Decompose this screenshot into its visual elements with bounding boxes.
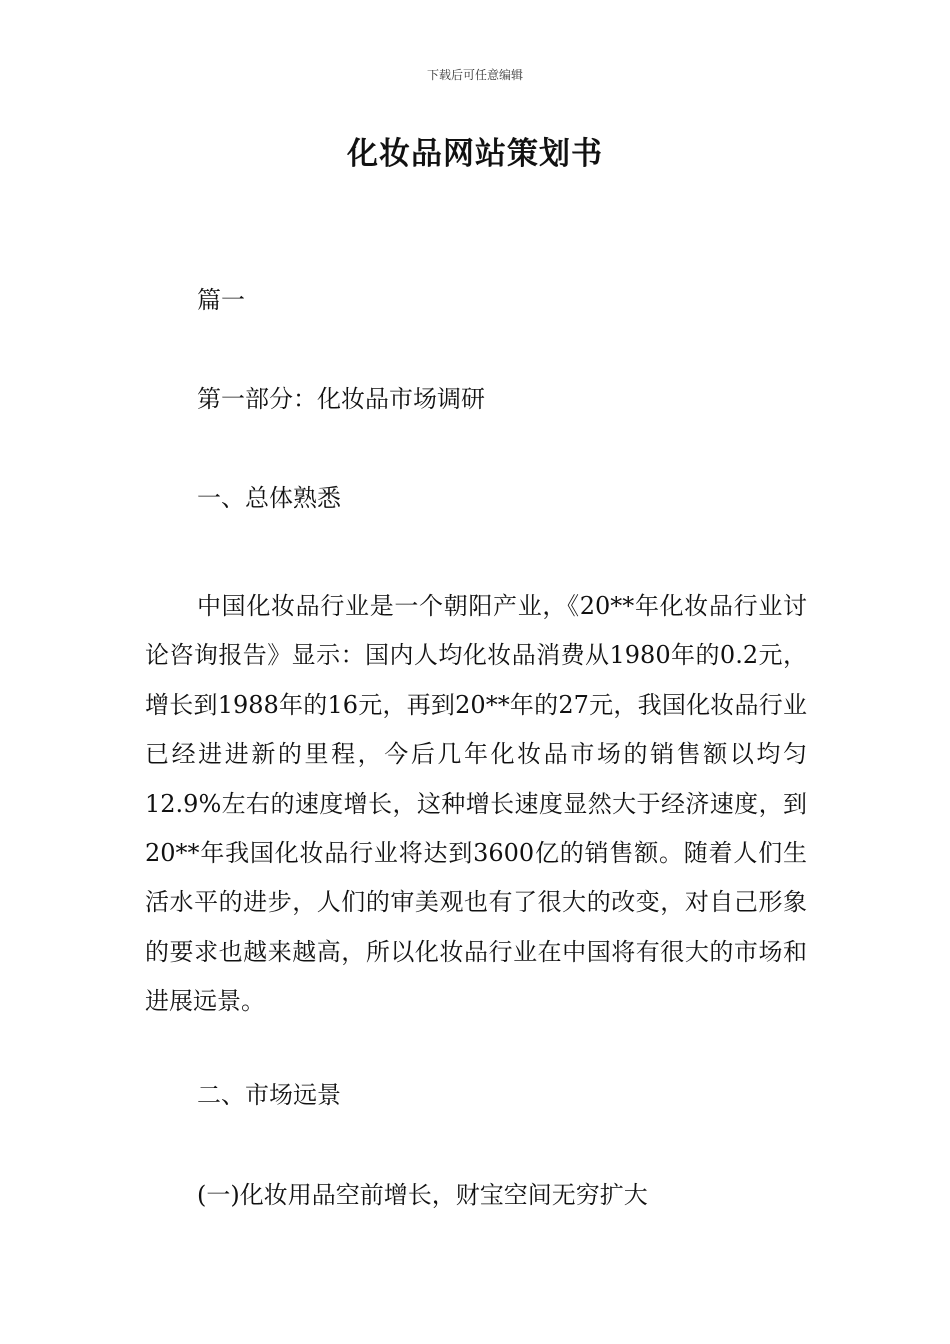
section-heading-1: 一、总体熟悉	[197, 484, 341, 512]
header-note: 下载后可任意编辑	[426, 68, 523, 82]
body-paragraph: 中国化妆品行业是一个朝阳产业，《20**年化妆品行业讨论咨询报告》显示：国内人均化妆品消费从1980年的0.2元，增长到1988年的16元，再到20**年的27元，我国化妆品行业已经进进新的里程，今后几年化妆品市场的销售额以均匀12.9%左右的速度增长，这种增长速度显然大于经济速度，到20**年我国化妆品行业将达到3600亿的销售额。随着人们生活水平的进步，人们的审美观也有了很大的改变，对自己形象的要求也越来越高，所以化妆品行业在中国将有很大的市场和进展远景。	[145, 592, 807, 1016]
section-heading-2: 二、市场远景	[197, 1081, 341, 1109]
subsection-heading-1: (一)化妆用品空前增长，财宝空间无穷扩大	[197, 1181, 648, 1209]
chapter-label: 篇一	[197, 286, 245, 314]
document-title: 化妆品网站策划书	[347, 136, 603, 172]
part-heading: 第一部分：化妆品市场调研	[197, 385, 485, 413]
